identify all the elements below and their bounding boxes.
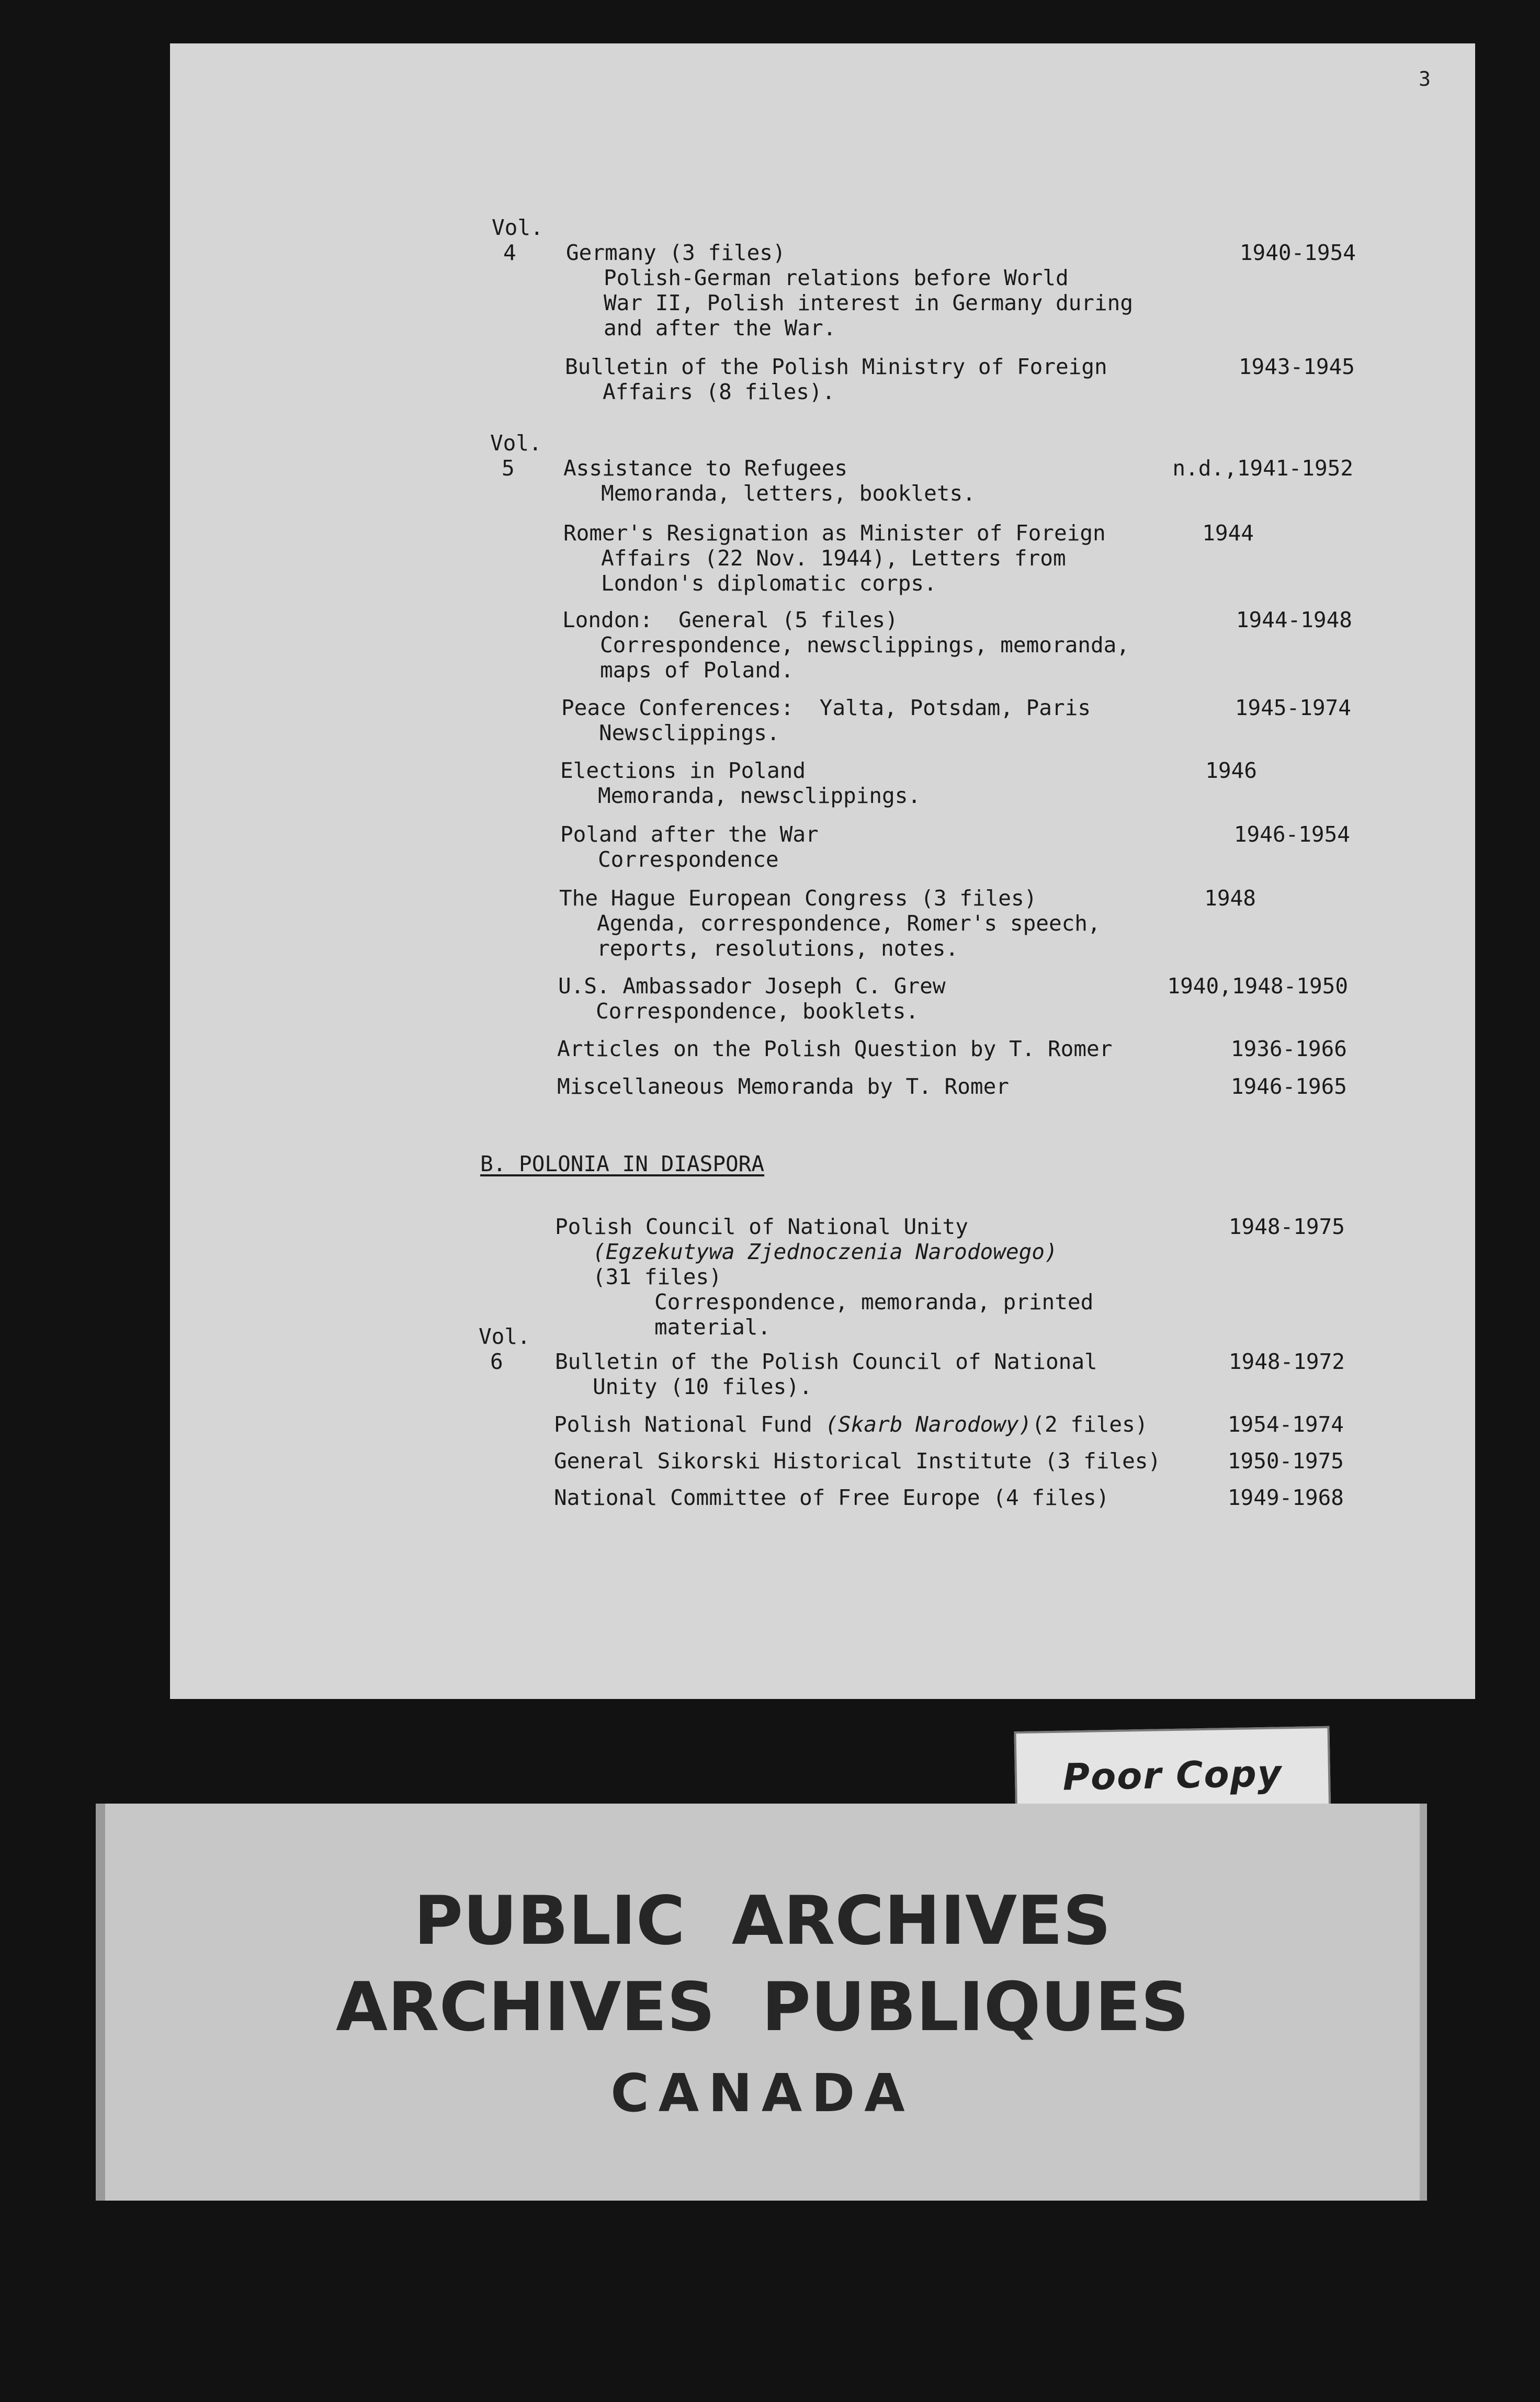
- entry-title-part: Polish National Fund: [554, 1412, 825, 1437]
- entry-years: 1940-1954: [1239, 240, 1356, 265]
- entry-misc-memoranda: [557, 1074, 1347, 1099]
- entry-description: material.: [654, 1315, 771, 1340]
- entry-description: Unity (10 files).: [593, 1374, 812, 1399]
- poor-copy-label: Poor Copy: [1014, 1726, 1331, 1825]
- entry-years: 1948-1972: [1228, 1349, 1345, 1374]
- entry-description: Memoranda, letters, booklets.: [601, 481, 976, 506]
- entry-title: [554, 1412, 1344, 1437]
- entry-bulletin-council: [555, 1349, 1345, 1399]
- stamp-line-2: ARCHIVES PUBLIQUES: [336, 1968, 1189, 2046]
- entry-hague-congress: [559, 886, 1349, 961]
- entry-grew: [558, 973, 1348, 1024]
- entry-title: Bulletin of the Polish Ministry of Foreign: [565, 354, 1107, 379]
- entry-title: Elections in Poland: [560, 758, 806, 783]
- vol-number: 5: [502, 456, 515, 481]
- entry-title: Germany (3 files): [566, 240, 786, 265]
- entry-years: 1944-1948: [1236, 607, 1352, 632]
- entry-resignation: [563, 520, 1353, 596]
- entry-title: Romer's Resignation as Minister of Foreign: [563, 520, 1106, 546]
- entry-years: 1943-1945: [1238, 354, 1355, 379]
- entry-years: 1948-1975: [1228, 1214, 1345, 1239]
- entry-description: War II, Polish interest in Germany during: [604, 290, 1134, 315]
- entry-years: 1945-1974: [1235, 695, 1351, 720]
- entry-years: 1954-1974: [1227, 1412, 1344, 1437]
- entry-description: and after the War.: [604, 315, 836, 341]
- entry-germany: [566, 240, 1356, 341]
- entry-title-part: (2 files): [1032, 1412, 1148, 1437]
- entry-title: The Hague European Congress (3 files): [559, 886, 1037, 911]
- entry-description: Newsclippings.: [599, 720, 780, 745]
- entry-national-fund: [554, 1412, 1344, 1437]
- entry-files: (31 files): [593, 1264, 722, 1289]
- entry-subtitle: (Egzekutywa Zjednoczenia Narodowego): [593, 1239, 1058, 1264]
- vol-number: 4: [503, 240, 516, 265]
- stamp-line-3: CANADA: [610, 2063, 914, 2124]
- vol-number: 6: [490, 1349, 503, 1374]
- entry-description: maps of Poland.: [600, 658, 794, 683]
- stamp-line-1: PUBLIC ARCHIVES: [414, 1882, 1111, 1960]
- entry-description: Affairs (22 Nov. 1944), Letters from: [601, 546, 1066, 571]
- entry-articles: [557, 1036, 1347, 1061]
- entry-council-national-unity: [555, 1214, 1345, 1340]
- page-number: 3: [1419, 67, 1431, 90]
- vol-label: Vol.: [492, 215, 543, 240]
- entry-london: [562, 607, 1352, 683]
- entry-refugees: [563, 456, 1353, 506]
- entry-sikorski-institute: [554, 1448, 1344, 1474]
- entry-title: U.S. Ambassador Joseph C. Grew: [558, 973, 946, 999]
- entry-title: Bulletin of the Polish Council of National: [555, 1349, 1097, 1374]
- entry-years: 1936-1966: [1230, 1036, 1347, 1061]
- entry-description: Correspondence, newsclippings, memoranda,: [600, 632, 1130, 658]
- entry-title: Peace Conferences: Yalta, Potsdam, Paris: [561, 695, 1091, 720]
- vol-label: Vol.: [490, 430, 542, 456]
- entry-years: 1940,1948-1950: [1167, 973, 1348, 999]
- entry-title: General Sikorski Historical Institute (3 files): [554, 1448, 1161, 1474]
- entry-title: London: General (5 files): [562, 607, 898, 632]
- archives-stamp: [96, 1804, 1427, 2201]
- entry-title-italic: (Skarb Narodowy): [825, 1412, 1032, 1437]
- entry-years: 1946-1965: [1230, 1074, 1347, 1099]
- entry-years: 1946: [1205, 758, 1257, 783]
- entry-years: 1950-1975: [1227, 1448, 1344, 1474]
- entry-years: 1949-1968: [1227, 1485, 1344, 1510]
- section-heading: B. POLONIA IN DIASPORA: [480, 1151, 765, 1176]
- entry-elections: [560, 758, 1350, 808]
- entry-years: n.d.,1941-1952: [1172, 456, 1353, 481]
- finding-aid-list: [170, 43, 1475, 1699]
- entry-description: reports, resolutions, notes.: [597, 936, 959, 961]
- document-page: [170, 43, 1475, 1699]
- entry-title: Polish Council of National Unity: [555, 1214, 968, 1239]
- entry-years: 1944: [1202, 520, 1254, 546]
- entry-free-europe: [554, 1485, 1344, 1510]
- entry-description: Correspondence, booklets.: [596, 999, 919, 1024]
- vol-label: Vol.: [479, 1324, 530, 1349]
- entry-peace-conferences: [561, 695, 1351, 745]
- entry-description: Agenda, correspondence, Romer's speech,: [597, 911, 1101, 936]
- entry-years: 1946-1954: [1233, 822, 1350, 847]
- entry-title: National Committee of Free Europe (4 files): [554, 1485, 1109, 1510]
- entry-bulletin-mfa: [565, 354, 1355, 404]
- entry-description: Polish-German relations before World: [604, 265, 1069, 290]
- entry-description: Memoranda, newsclippings.: [598, 783, 921, 808]
- entry-title: Assistance to Refugees: [563, 456, 848, 481]
- entry-years: 1948: [1204, 886, 1256, 911]
- entry-description: Correspondence: [598, 847, 779, 872]
- entry-title: Miscellaneous Memoranda by T. Romer: [557, 1074, 1009, 1099]
- entry-description: Affairs (8 files).: [603, 379, 835, 404]
- entry-description: Correspondence, memoranda, printed: [654, 1289, 1094, 1315]
- entry-title: Poland after the War: [560, 822, 819, 847]
- entry-poland-after-war: [560, 822, 1350, 872]
- entry-description: London's diplomatic corps.: [601, 571, 937, 596]
- entry-title: Articles on the Polish Question by T. Romer: [557, 1036, 1113, 1061]
